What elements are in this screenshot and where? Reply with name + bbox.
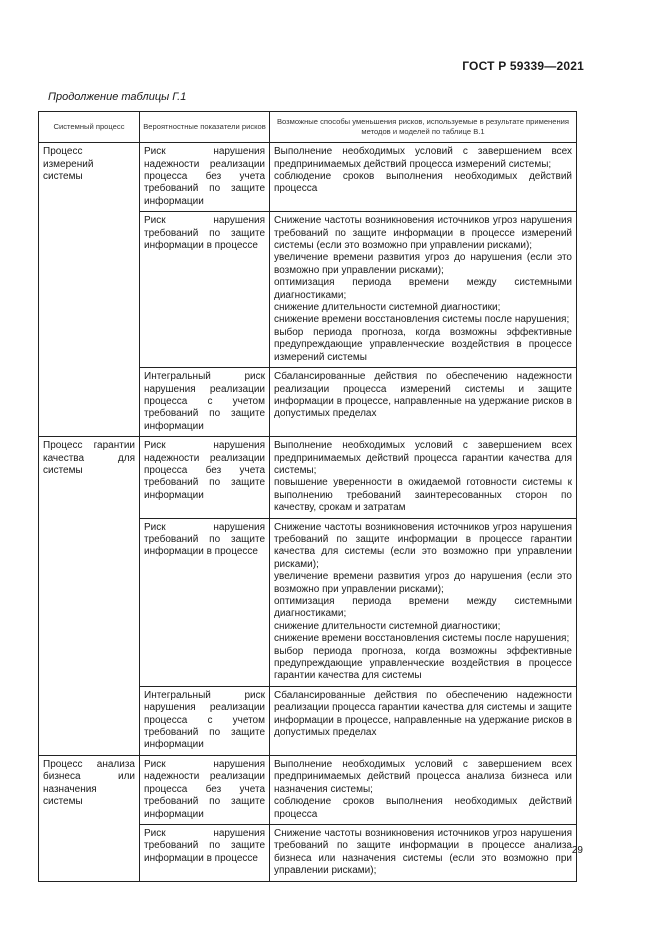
risk-reduction-cell: [270, 437, 577, 518]
risk-reduction-item: увеличение времени развития угроз до нарушения (если это возможно при управлении рисками);: [274, 571, 572, 595]
risk-indicator-cell: Интегральный риск нарушения реализации процесса с учетом требований по защите информации: [140, 368, 270, 437]
risk-reduction-item: Сбалансированные действия по обеспечению надежности реализации процесса гарантии качества для системы и защите информации в процессе, направленные на удержание рисков в допустимых пределах: [274, 689, 572, 739]
standard-code: ГОСТ Р 59339—2021: [462, 59, 584, 73]
risk-reduction-cell: [270, 143, 577, 212]
risk-reduction-item: Выполнение необходимых условий с завершением всех предпринимаемых действий процесса гарантии качества для системы;: [274, 440, 572, 476]
risk-indicator-cell: Риск нарушения требований по защите информации в процессе: [140, 824, 270, 881]
risk-table: [38, 111, 577, 882]
risk-reduction-item: снижение длительности системной диагностики;: [274, 620, 501, 632]
risk-indicator-cell: Риск нарушения надежности реализации процесса без учета требований по защите информации: [140, 755, 270, 824]
process-name-cell: Процесс измерений системы: [39, 143, 140, 437]
risk-reduction-item: соблюдение сроков выполнения необходимых действий процесса: [274, 171, 572, 195]
risk-reduction-item: выбор периода прогноза, когда возможны эффективные предупреждающие управленческие воздействия в процессе гарантии качества для системы: [274, 645, 572, 682]
header-process: Системный процесс: [39, 112, 140, 143]
risk-reduction-item: оптимизация периода времени между системными диагностиками;: [274, 277, 572, 301]
risk-indicator-cell: Риск нарушения требований по защите информации в процессе: [140, 212, 270, 368]
table-row: [39, 437, 577, 518]
risk-reduction-item: повышение уверенности в ожидаемой готовности системы к выполнению требований заинтересованных сторон по качеству, срокам и затратам: [274, 477, 572, 514]
risk-reduction-item: соблюдение сроков выполнения необходимых действий процесса: [274, 796, 572, 820]
header-risk-reduction: Возможные способы уменьшения рисков, используемые в результате применения методов и моделей по таблице В.1: [270, 112, 577, 143]
risk-reduction-item: снижение времени восстановления системы после нарушения;: [274, 633, 570, 645]
header-risk-indicators: Вероятностные показатели рисков: [140, 112, 270, 143]
table-caption: Продолжение таблицы Г.1: [48, 91, 187, 103]
risk-reduction-item: оптимизация периода времени между системными диагностиками;: [274, 596, 572, 620]
risk-indicator-cell: Риск нарушения надежности реализации процесса без учета требований по защите информации: [140, 143, 270, 212]
risk-reduction-cell: [270, 518, 577, 686]
risk-reduction-cell: [270, 686, 577, 755]
risk-reduction-item: выбор периода прогноза, когда возможны эффективные предупреждающие управленческие воздействия в процессе измерений системы: [274, 326, 572, 363]
risk-indicator-cell: Риск нарушения надежности реализации процесса без учета требований по защите информации: [140, 437, 270, 518]
risk-reduction-cell: [270, 755, 577, 824]
process-name-cell: Процесс гарантии качества для системы: [39, 437, 140, 756]
risk-reduction-item: Снижение частоты возникновения источников угроз нарушения требований по защите информации в процессе анализа бизнеса или назначения системы (если это возможно при управлении рисками);: [274, 827, 572, 877]
risk-reduction-item: Снижение частоты возникновения источников угроз нарушения требований по защите информации в процессе измерений системы (если это возможно при управлении рисками);: [274, 215, 572, 252]
process-name-cell: Процесс анализа бизнеса или назначения системы: [39, 755, 140, 881]
risk-indicator-cell: Риск нарушения требований по защите информации в процессе: [140, 518, 270, 686]
risk-reduction-cell: [270, 212, 577, 368]
risk-reduction-item: снижение длительности системной диагностики;: [274, 302, 501, 314]
risk-reduction-item: снижение времени восстановления системы после нарушения;: [274, 314, 570, 326]
risk-reduction-cell: [270, 368, 577, 437]
table-header-row: [39, 112, 577, 143]
risk-reduction-item: увеличение времени развития угроз до нарушения (если это возможно при управлении рисками);: [274, 252, 572, 276]
page-number: 29: [571, 845, 583, 856]
risk-reduction-item: Сбалансированные действия по обеспечению надежности реализации процесса измерений системы и защите информации в процессе, направленные на удержание рисков в допустимых пределах: [274, 371, 572, 420]
table-row: [39, 755, 577, 824]
table-row: [39, 143, 577, 212]
risk-reduction-item: Выполнение необходимых условий с завершением всех предпринимаемых действий процесса измерений системы;: [274, 146, 572, 170]
table-body: [39, 143, 577, 881]
risk-reduction-cell: [270, 824, 577, 881]
risk-reduction-item: Снижение частоты возникновения источников угроз нарушения требований по защите информации в процессе гарантии качества для системы (если это возможно при управлении рисками);: [274, 521, 572, 570]
risk-reduction-item: Выполнение необходимых условий с завершением всех предпринимаемых действий процесса анализа бизнеса или назначения системы;: [274, 758, 572, 795]
risk-indicator-cell: Интегральный риск нарушения реализации процесса с учетом требований по защите информации: [140, 686, 270, 755]
